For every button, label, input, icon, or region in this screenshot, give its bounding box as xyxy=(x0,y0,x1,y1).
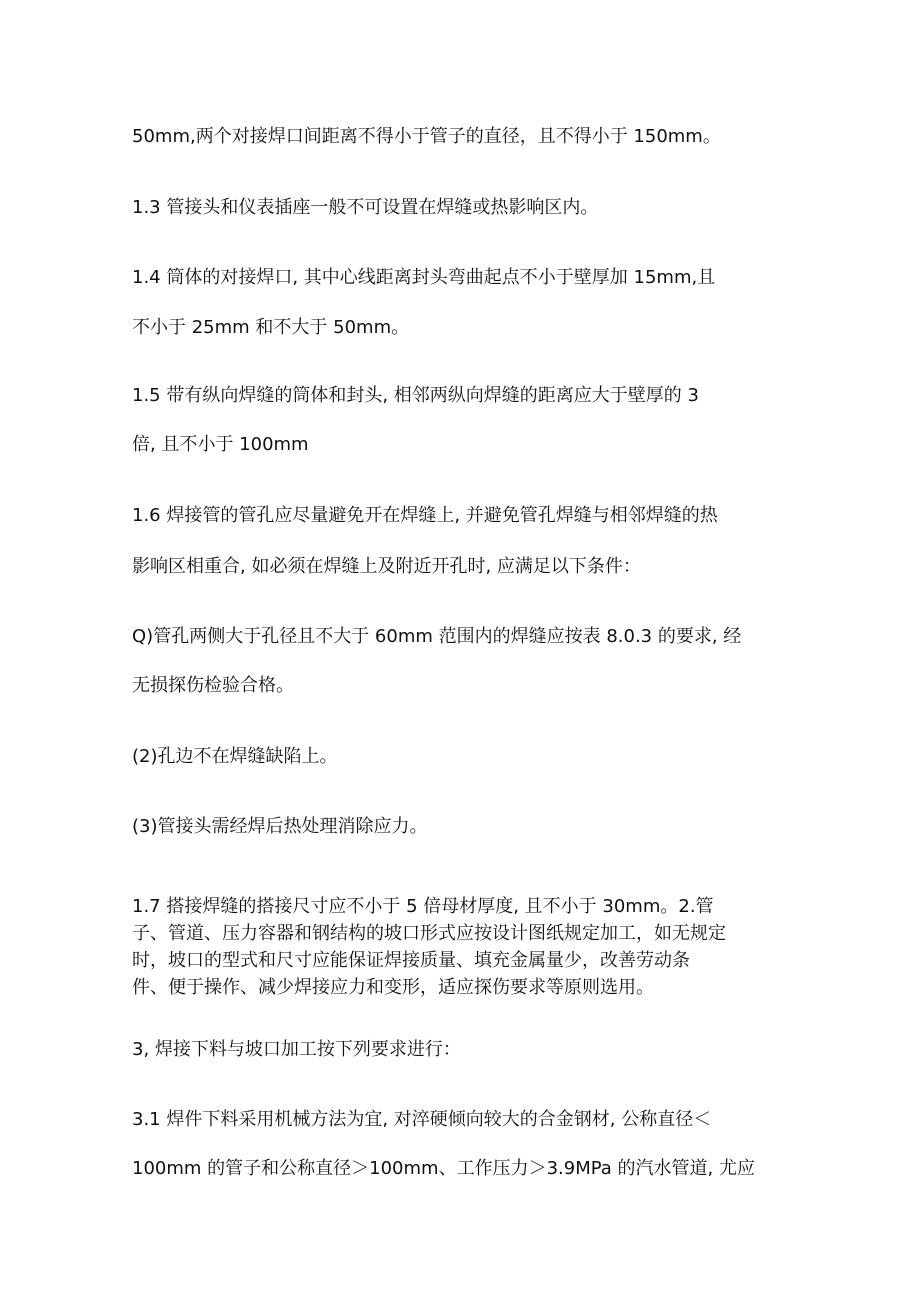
text-line: Q)管孔两侧大于孔径且不大于 60mm 范围内的焊缝应按表 8.0.3 的要求, 经 xyxy=(132,626,742,647)
text-line: 1.5 带有纵向焊缝的筒体和封头, 相邻两纵向焊缝的距离应大于壁厚的 3 xyxy=(132,385,699,406)
text-line: 影响区相重合, 如必须在焊缝上及附近开孔时, 应满足以下条件： xyxy=(132,556,641,577)
text-line: 1.6 焊接管的管孔应尽量避免开在焊缝上, 并避免管孔焊缝与相邻焊缝的热 xyxy=(132,505,718,526)
dense-paragraph xyxy=(132,893,802,1001)
text-line: 件、便于操作、减少焊接应力和变形，适应探伤要求等原则选用。 xyxy=(132,977,654,998)
text-line: 3.1 焊件下料采用机械方法为宜, 对淬硬倾向较大的合金钢材, 公称直径＜ xyxy=(132,1109,712,1130)
text-line: 时，坡口的型式和尺寸应能保证焊接质量、填充金属量少，改善劳动条 xyxy=(132,950,690,971)
text-line: 倍, 且不小于 100mm xyxy=(132,434,309,455)
text-line: 1.4 筒体的对接焊口, 其中心线距离封头弯曲起点不小于壁厚加 15mm,且 xyxy=(132,267,716,288)
text-line: 100mm 的管子和公称直径＞100mm、工作压力＞3.9MPa 的汽水管道, 尤应 xyxy=(132,1158,755,1179)
text-line: 1.3 管接头和仪表插座一般不可设置在焊缝或热影响区内。 xyxy=(132,197,599,218)
text-line: 不小于 25mm 和不大于 50mm。 xyxy=(132,317,410,338)
text-line: (3)管接头需经焊后热处理消除应力。 xyxy=(132,816,428,837)
text-line: 50mm,两个对接焊口间距离不得小于管子的直径，且不得小于 150mm。 xyxy=(132,126,721,147)
text-line: 无损探伤检验合格。 xyxy=(132,675,294,696)
text-line: 3, 焊接下料与坡口加工按下列要求进行： xyxy=(132,1039,461,1060)
text-line: (2)孔边不在焊缝缺陷上。 xyxy=(132,746,338,767)
text-line: 子、管道、压力容器和钢结构的坡口形式应按设计图纸规定加工，如无规定 xyxy=(132,923,726,944)
text-line: 1.7 搭接焊缝的搭接尺寸应不小于 5 倍母材厚度, 且不小于 30mm。2.管 xyxy=(132,896,714,917)
